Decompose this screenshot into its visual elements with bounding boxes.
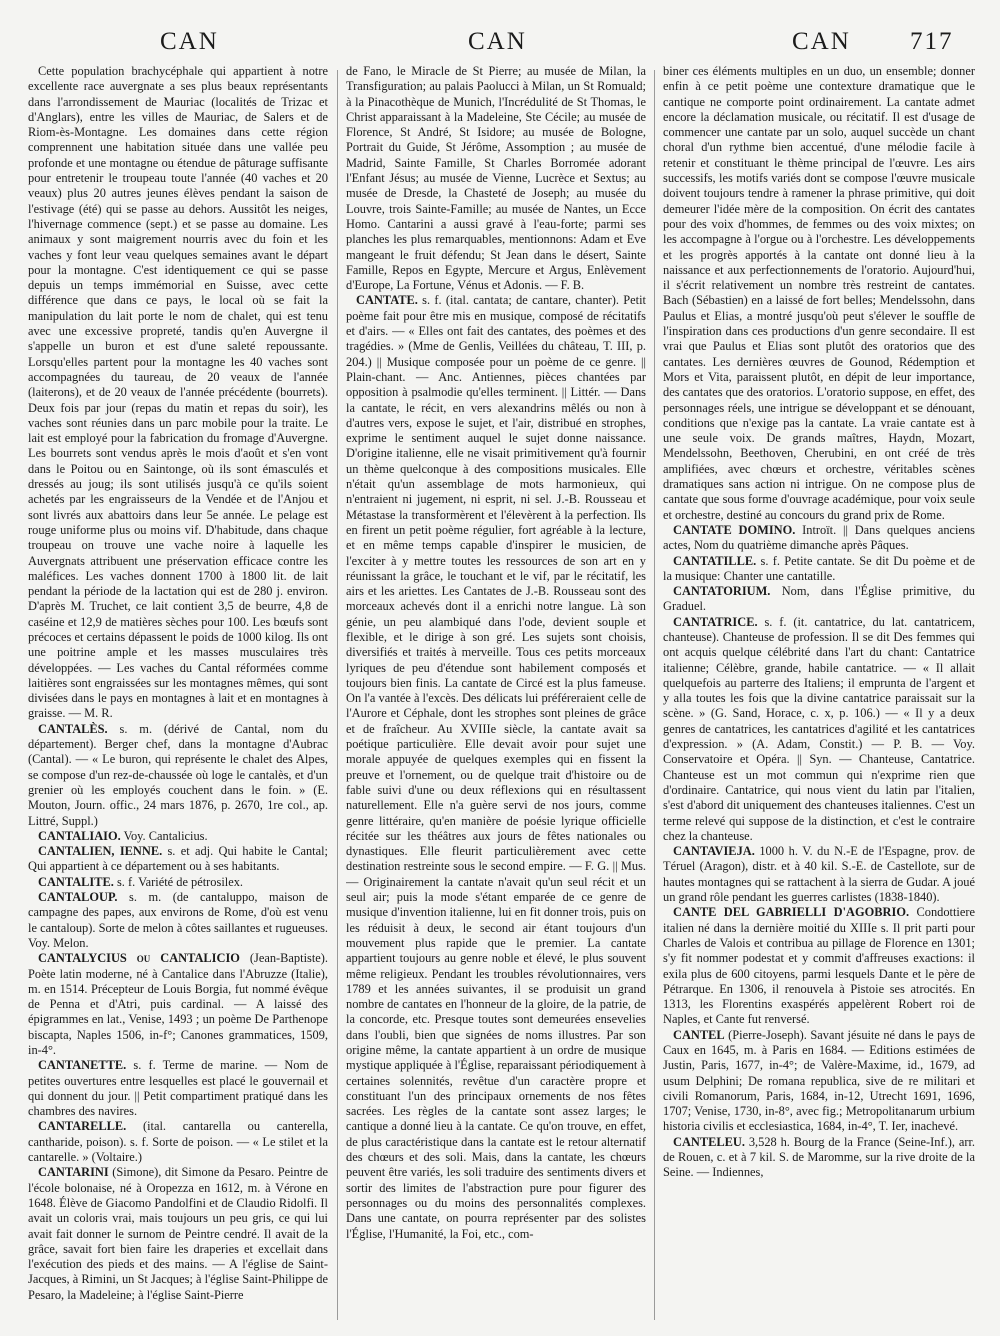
entry-text: (ital. cantarella ou canterella, cantharide, poison). s. f. Sorte de poison. — « Le stilet et la cantarelle. » (Voltaire.)	[28, 1119, 328, 1165]
dictionary-entry	[663, 615, 975, 844]
entry-text: s. m. (dérivé de Cantal, nom du département). Berger chef, dans la montagne d'Aubrac (Cantal). — « Le buron, qui représente le chalet des Alpes, se compose d'un rez-de-chaussée où loge le cantalès, et d'un grenier où les employés couchent dans le foin. » (E. Mouton, Journ. offic., 24 mars 1876, p. 2670, 1re col., ap. Littré, Suppl.)	[28, 721, 328, 828]
entry-text: s. f. Terme de marine. — Nom de petites ouvertures entre lesquelles est placé le gouvernail et qui donnent du jour. || Petit compartiment pratiqué dans les chambres des navires.	[28, 1058, 328, 1119]
entry-headword: CANTALYCIUS ou CANTALICIO	[38, 951, 240, 966]
column-divider	[654, 70, 655, 1320]
dictionary-entry	[28, 951, 328, 1058]
entry-text: Nom, dans l'Église primitive, du Graduel.	[663, 584, 975, 614]
column-2	[346, 64, 646, 1322]
entry-headword: CANTALITE.	[38, 874, 114, 889]
dictionary-entry	[28, 1058, 328, 1119]
dictionary-entry	[346, 293, 646, 1241]
entry-text: s. f. (ital. cantata; de cantare, chanter). Petit poème fait pour être mis en musique, composé de récitatifs et d'airs. — « Elles ont fait des cantates, des poèmes et des tragédies. » (Mme de Genlis, Veillées du château, T. III, p. 204.) || Musique composée pour un poème de ce genre. || Plain-chant. — Anc. Antiennes, pièces chantées par opposition à psalmodie qu'elles terminent. || Littér. — Dans la cantate, le récit, en vers alexandrins mêlés ou non à d'autres vers, expose le sujet, et l'air, distribué en strophes, exprime le sentiment auquel le sujet donne naissance. D'origine italienne, elle ne visait primitivement qu'à fournir un thème quelconque à des compositions musicales. Elle n'était qu'un assemblage de mots harmonieux, qui n'entraient ni jugement, ni esprit, ni sel. J.-B. Rousseau et Métastase la transformèrent et l'élevèrent à la perfection. Ils en firent un petit poème régulier, fort agréable à la lecture, et en même temps capable d'inspirer le musicien, de l'exciter à y mettre toutes les ressources de son art en y réunissant la grâce, le touchant et le vif, par le récitatif, les airs et les ariettes. Les Cantates de J.-B. Rousseau sont des morceaux achevés dont il a enrichi notre langue. Là son génie, un peu alambiqué dans l'ode, devient souple et flexible, et le dirige à son gré. Les sujets sont choisis, diversifiés et traités à merveille. Tous ces petits morceaux lyriques de peu d'étendue sont habilement composés et toujours bien finis. La cantate de Circé est la plus fameuse. On l'a vantée à l'excès. Des délicats lui préféreraient celle de l'Aurore et Céphale, dont les strophes sont pleines de grâce et de fraîcheur. Au XVIIIe siècle, la cantate avait sa poétique particulière. Elle devait avoir pour sujet une morale appuyée de quelques exemples qui en fissent la preuve et l'ornement, ou de quelque trait d'histoire ou de fable suivi d'une ou deux réflexions qui en résultassent naturellement. Elle n'a guère servi de nos jours, comme genre littéraire, qu'en manière de poésie lyrique officielle récitée sur les théâtres aux jours de fêtes nationales ou dynastiques. Elle fleurit particulièrement avec cette destination restreinte sous le second empire. — F. G. || Mus. — Originairement la cantate n'avait qu'un seul récit et un seul air; puis la mode s'étant emparée de ce genre de musique d'invention italienne, lui en fit donner trois, puis on les réduisit à deux, le second air étant toujours d'un mouvement plus rapide que le premier. La cantate appartient toujours au genre noble et élevé, le plus souvent même religieux. Pendant les troubles révolutionnaires, vers 1789 et les années suivantes, il se produisit un grand nombre de cantates en l'honneur de la gloire, de la patrie, de la concorde, etc. Presque toutes sont demeurées ensevelies dans l'oubli, bien que signées de noms illustres. Par son origine même, la cantate appartient à un ordre de musique mystique appliquée à l'Église, reparaissant périodiquement à certaines solennités, revêtue d'un caractère propre et constituant l'un des principaux ornements de nos fêtes sacrées. Les règles de la cantate sont assez larges; le cantique a donné lieu à la cantate. Ce qu'on trouve, en effet, de plus caractéristique dans la cantate est le retour alternatif des chœurs et des soli. Mais, dans la cantate, les chœurs peuvent être variés, les soli traduire des sentiments divers et sortir des limites de l'abstraction pure pour figurer des personnages ou du moins des personnalités complexes. Dans une cantate, on pourra représenter par des solistes l'Église, l'Humanité, la Foi, etc., com-	[346, 293, 646, 1241]
running-head-right: CAN	[792, 28, 851, 55]
dictionary-entry	[28, 64, 328, 722]
entry-headword: CANTE DEL GABRIELLI D'AGOBRIO.	[673, 905, 910, 920]
text-columns	[28, 64, 978, 1324]
dictionary-entry	[663, 1135, 975, 1181]
entry-headword: CANTALIAIO.	[38, 828, 121, 843]
dictionary-entry	[28, 829, 328, 844]
running-head-left: CAN	[160, 28, 219, 55]
dictionary-entry	[663, 64, 975, 523]
dictionary-entry	[346, 64, 646, 293]
entry-headword: CANTARINI	[38, 1165, 109, 1180]
entry-text: s. f. Petite cantate. Se dit Du poème et de la musique: Chanter une cantatille.	[663, 553, 975, 583]
dictionary-entry	[663, 554, 975, 585]
entry-text: 3,528 h. Bourg de la France (Seine-Inf.), arr. de Rouen, c. et à 7 kil. S. de Maromme, sur la rive droite de la Seine. — Indiennes,	[663, 1134, 975, 1180]
entry-headword: CANTATILLE.	[673, 553, 757, 568]
entry-headword: CANTATE.	[356, 293, 418, 308]
page-header	[0, 28, 1000, 64]
column-divider	[337, 70, 338, 1320]
entry-text: (Jean-Baptiste). Poète latin moderne, né à Cantalice dans l'Abruzze (Italie), m. en 1514. Précepteur de Louis Borgia, fut nommé évêque de Penna et d'Atri, puis cardinal. — A laissé des épigrammes en lat., Venise, 1493 ; un poème De Parthenope biscapta, Naples 1506, in-f°; Canones grammatices, 1509, in-4°.	[28, 951, 328, 1057]
dictionary-entry	[663, 905, 975, 1027]
entry-headword: CANTATORIUM.	[673, 584, 771, 599]
dictionary-entry	[663, 523, 975, 554]
entry-headword: CANTALÈS.	[38, 721, 108, 736]
entry-text: (Simone), dit Simone da Pesaro. Peintre de l'école bolonaise, né à Oropezza en 1612, m. à Vérone en 1648. Élève de Giacomo Pandolfini et de Claudio Ridolfi. Il avait un coloris vrai, mais toujours un peu gris, ce qui lui avait fait donner le surnom de Peintre cendré. Il avait de la grâce, savait fort bien faire les draperies et excellait dans l'exécution des pieds et des mains. — A l'église de Saint-Jacques, à Rimini, un St Jacques; à l'église Saint-Philippe de Pesaro, la Madeleine; à l'église Saint-Pierre	[28, 1165, 328, 1302]
entry-headword: CANTATRICE.	[673, 614, 758, 629]
entry-text: s. f. (it. cantatrice, du lat. cantatricem, chanteuse). Chanteuse de profession. Il se dit Des femmes qui ont acquis quelque célébrité dans l'art du chant: Cantatrice italienne; Célèbre, grande, habile cantatrice. — « Il allait quelquefois au parterre des Italiens; il emprunta de l'argent et y alla toutes les fois que la divine cantatrice paraissait sur la scène. » (G. Sand, Horace, c. x, p. 106.) — « Il y a deux genres de cantatrices, les cantatrices d'agilité et les cantatrices d'expression. » (A. Adam, Constit.) — P. B. — Voy. Conservatoire et Opéra. || Syn. — Chanteuse, Cantatrice. Chanteuse est un mot commun qui n'exprime rien que d'ordinaire. Cantatrice, qui nous vient du latin par l'italien, s'est d'abord dit uniquement des chanteuses italiennes. C'est un terme relevé qui suppose de la distinction, et c'est le contraire chez la chanteuse.	[663, 614, 975, 843]
entry-text: (Pierre-Joseph). Savant jésuite né dans le pays de Caux en 1645, m. à Paris en 1684. — Editions estimées de Justin, Paris, 1677, in-4°; de Valère-Maxime, id., 1679, ad usum Delphini; De romana republica, sive de re militari et civili Romanorum, Paris, 1684, in-12, Utrecht 1691, 1696, 1707; Venise, 1730, in-8°, avec fig.; Metropolitanarum urbium historia civilis et ecclesiastica, 1684, in-4°, T. Ier, inachevé.	[663, 1027, 975, 1134]
dictionary-entry	[28, 890, 328, 951]
entry-text: s. f. Variété de pétrosilex.	[113, 874, 244, 889]
entry-headword: CANTATE DOMINO.	[673, 522, 796, 537]
entry-text: Introït. || Dans quelques anciens actes, Nom du quatrième dimanche après Pâques.	[663, 522, 975, 553]
page-number: 717	[910, 28, 954, 55]
column-1	[28, 64, 328, 1322]
running-head-center: CAN	[468, 28, 527, 55]
entry-text: s. et adj. Qui habite le Cantal; Qui appartient à ce département ou à ses habitants.	[28, 844, 328, 874]
entry-text: biner ces éléments multiples en un duo, un ensemble; donner enfin à ce petit poème une contexture dramatique que le cantique ne comporte point ordinairement. La cantate admet encore la déclamation musicale, ou récitatif. Il est d'usage de commencer une cantate par un solo, auquel succède un chant choral d'un rythme bien accentué, d'une mélodie facile à retenir et constituant le thème principal de l'œuvre. Les airs successifs, les motifs variés dont se compose l'œuvre musicale doivent toujours tendre à ramener la phrase primitive, qui doit demeurer l'idée mère de la composition. On écrit des cantates pour des voix d'hommes, de femmes ou des voix mixtes; on les accompagne à l'orgue ou à l'orchestre. Les développements et les progrès apportés à la cantate ont donné lieu à la naissance et aux perfectionnements de l'oratorio. Aujourd'hui, il s'écrit relativement un nombre très restreint de cantates. Bach (Sébastien) en a laissé de fort belles; Mendelssohn, dans Paulus et Elias, a montré jusqu'où peut s'élever le souffle de l'inspiration dans ces productions d'un genre secondaire. Il est vrai que Paulus et Elias sont plutôt des oratorios que des cantates. Les dernières œuvres de Gounod, Rédemption et Mors et Vita, paraissent plutôt, en dépit de leur importance, des cantates que des oratorios. L'oratorio suppose, en effet, des personnages réels, une intrigue se développant et se dénouant, conditions que n'exige pas la cantate. La vraie cantate est à une seule voix. De grands maîtres, Haydn, Mozart, Mendelssohn, Beethoven, Cherubini, en ont créé de très amplifiées, avec chœurs et orchestre, véritables scènes dramatiques sans action ni intrigue. On ne compose plus de cantate que sous forme d'ouvrage académique, pour voix seule et orchestre, destiné au concours du grand prix de Rome.	[663, 64, 975, 522]
column-3	[663, 64, 975, 1322]
entry-headword: CANTAVIEJA.	[673, 844, 755, 859]
dictionary-entry	[663, 1028, 975, 1135]
dictionary-entry	[28, 875, 328, 890]
entry-headword: CANTALIEN, IENNE.	[38, 844, 163, 859]
entry-headword: CANTEL	[673, 1027, 725, 1042]
dictionary-entry	[663, 844, 975, 905]
entry-text: s. m. (de cantaluppo, maison de campagne des papes, aux environs de Rome, d'où est venu le cantaloup). Sorte de melon à côtes saillantes et rugueuses. Voy. Melon.	[28, 890, 328, 950]
entry-text: Condottiere italien né dans la dernière moitié du XIIIe s. Il prit parti pour Charles de Valois et contribua au pillage de Florence en 1301; s'y fit nommer podestat et y commit d'affreuses exactions: il exila plus de 600 citoyens, parmi lesquels Dante et le père de Pétrarque. En 1306, il renouvela à Pistoie ses atrocités. En 1313, les Florentins exaspérés appelèrent Robert roi de Naples, et Cante fut renversé.	[663, 905, 975, 1027]
dictionary-entry	[663, 584, 975, 615]
entry-headword: CANTANETTE.	[38, 1058, 127, 1073]
entry-headword: CANTALOUP.	[38, 890, 118, 905]
entry-text: Voy. Cantalicius.	[120, 828, 208, 843]
dictionary-entry	[28, 1165, 328, 1303]
entry-text: Cette population brachycéphale qui appartient à notre excellente race auvergnate a ses plus beaux représentants dans l'arrondissement de Mauriac (localités de Trizac et d'Anglars), entre les villes de Mauriac, de Salers et de Riom-ès-Montagne. Les domaines dans cette région comprennent une habitation située dans une vallée peu profonde et une montagne ou étendue de pâturage suffisante pour entretenir le troupeau toute l'année (40 vaches et 20 veaux) plus 20 autres jeunes élèves pendant la saison de l'estivage (été) qui se passe au dehors. Aussitôt les neiges, l'hivernage commence (sept.) et se passe au domaine. Les animaux y sont maigrement nourris avec du foin et les vaches y font leur veau quelques semaines avant le départ pour la montagne. C'est identiquement ce qui se passe depuis un temps immémorial en Suisse, avec cette différence que dans ce pays, le local où se fait la manipulation du lait porte le nom de chalet, qui est tenu avec une excessive propreté, tandis qu'en Auvergne il s'appelle un buron et est d'une saleté repoussante. Lorsqu'elles partent pour la montagne les 40 vaches sont accompagnées du taureau, de 20 veaux de l'année (laiterons), et de 20 veaux de l'année précédente (bourrets). Deux fois par jour (repas du matin et repas du soir), les vaches sont réunies dans un parc mobile pour la traite. Le lait est employé pour la fabrication du fromage d'Auvergne. Les bourrets sont vendus après le mois d'août et s'en vont dans le Poitou ou en Saintonge, où ils sont émasculés et dressés au joug; ils sont utilisés jusqu'à ce qu'ils soient achetés par les engraisseurs de la Vendée et de l'Anjou et sont livrés aux abattoirs dans leur 5e année. Le pelage est rouge uniforme plus ou moins vif. D'habitude, dans chaque troupeau on trouve une vache noire à laquelle les Auvergnats attribuent une préservation efficace contre les maléfices. Les vaches donnent 1700 à 1800 lit. de lait pendant la période de la lactation qui est de 280 j. environ. D'après M. Truchet, ce lait contient 3,5 de beurre, 4,8 de caséine et 12,9 de matières sèches pour 100. Les bœufs sont précoces et certains dépassent le poids de 1000 kilog. Ils ont une poitrine ample et les masses musculaires très développées. — Les vaches du Cantal réformées comme laitières sont engraissées sur les montagnes mêmes, qui sont divisées dans le pays en montagnes à lait et en montagnes à graisse. — M. R.	[28, 64, 328, 721]
entry-text: 1000 h. V. du N.-E de l'Espagne, prov. de Téruel (Aragon), distr. et à 40 kil. S.-E. de Castellote, sur de hautes montagnes qui se rattachent à la sierra de Gudar. A joué un grand rôle pendant les guerres carlistes (1838-1840).	[663, 844, 975, 905]
dictionary-entry	[28, 1119, 328, 1165]
entry-text: de Fano, le Miracle de St Pierre; au musée de Milan, la Transfiguration; au palais Paolucci à Milan, un St Romuald; à la Pinacothèque de Munich, l'Incrédulité de St Thomas, le Christ apparaissant à la Madeleine, Ste Cécile; au musée de Florence, St André, St Isidore; au musée de Bologne, Portrait du Guide, St Jérôme, Assomption ; au musée de Madrid, Sainte Famille, St Charles Borromée adorant l'Enfant Jésus; au musée de Vienne, Lucrèce et Sextus; au musée de Dresde, la Chasteté de Joseph; au musée du Louvre, trois Sainte-Famille; au musée de Nantes, un Ecce Homo. Cantarini a aussi gravé à l'eau-forte; parmi ses planches les plus remarquables, mentionnons: Adam et Eve mangeant le fruit défendu; St Jean dans le désert, Sainte Famille, Repos en Egypte, Mercure et Argus, Enlèvement d'Europe, La Fortune, Vénus et Adonis. — F. B.	[346, 64, 646, 293]
entry-headword: CANTARELLE.	[38, 1119, 127, 1134]
entry-headword: CANTELEU.	[673, 1134, 745, 1149]
dictionary-entry	[28, 844, 328, 875]
dictionary-entry	[28, 722, 328, 829]
